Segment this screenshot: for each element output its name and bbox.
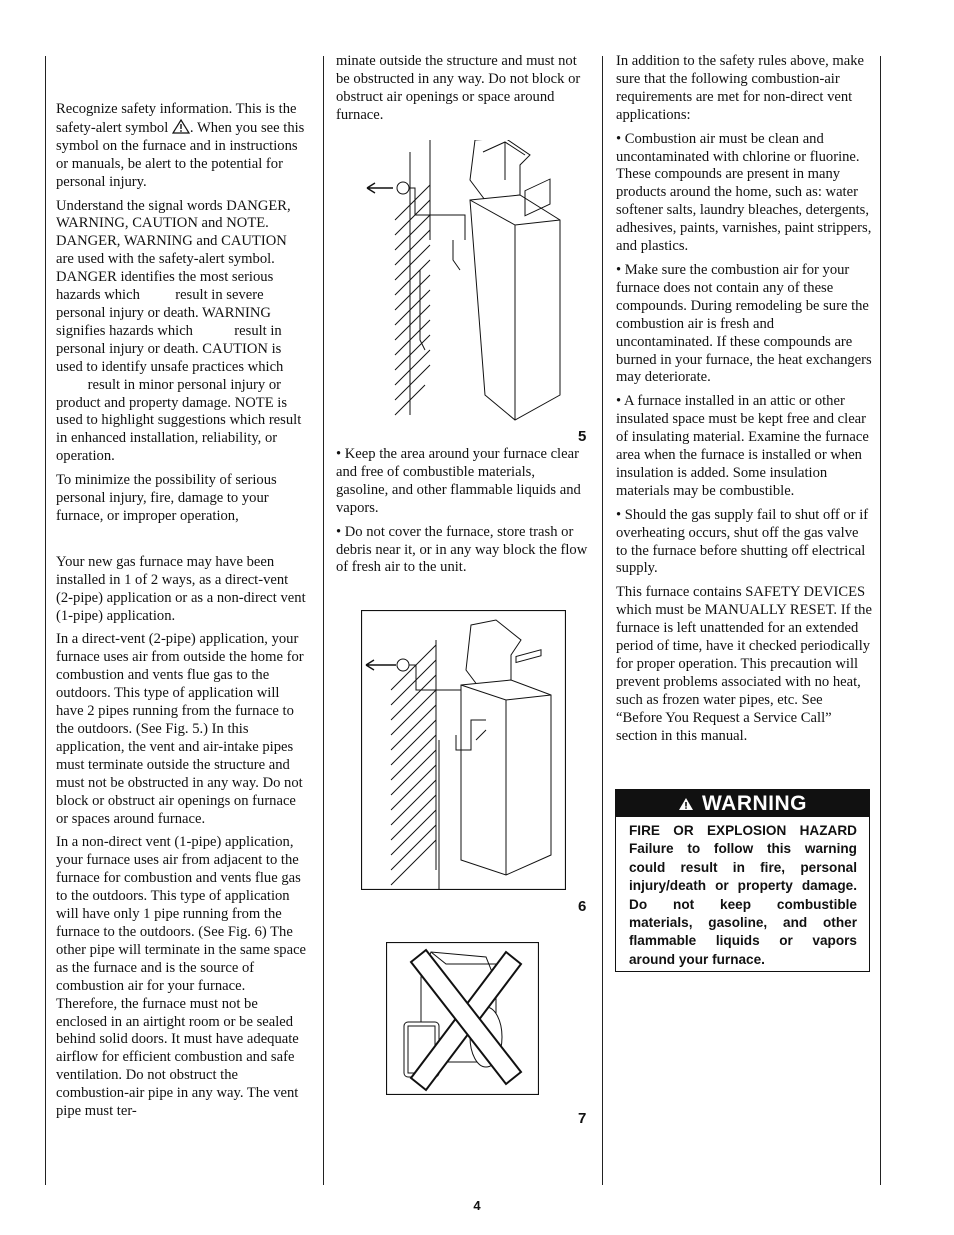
warning-body: FIRE OR EXPLOSION HAZARD Failure to follow this warning could result in fire, personal injury/death or property damage. Do not keep combustible materials, gasoline, and other flammable liquids or vapors around your furnace. bbox=[629, 823, 857, 967]
warning-title: WARNING bbox=[702, 791, 807, 815]
column-3 bbox=[616, 53, 872, 752]
warning-triangle-icon bbox=[678, 797, 694, 811]
column-2-top bbox=[336, 53, 588, 131]
bullet-gas-supply: • Should the gas supply fail to shut off or if overheating occurs, shut off the gas valve to the furnace before shutting off electrical supply. bbox=[616, 506, 869, 577]
bullet-attic: • A furnace installed in an attic or other insulated space must be kept free and clear of insulating material. Examine the furnace area when the furnace is installed or when insulation is added. Some insulation materials may be combustible. bbox=[616, 393, 869, 499]
column-2-bullets bbox=[336, 446, 588, 583]
column-rule-right bbox=[880, 56, 881, 1185]
paragraph-minimize: To minimize the possibility of serious personal injury, fire, damage to your furnace, or improper operation, bbox=[56, 472, 277, 524]
figure-5-direct-vent-furnace bbox=[355, 140, 580, 425]
paragraph-signal-words: Understand the signal words DANGER, WARNING, CAUTION and NOTE. DANGER, WARNING and CAUTION are used with the safety-alert symbol. DANGER identifies the most serious hazards which result in severe personal injury or death. WARNING signifies hazards which result in personal injury or death. CAUTION is used to identify unsafe practices which result in minor personal injury or product and property damage. NOTE is used to highlight suggestions which result in enhanced installation, reliability, or operation. bbox=[56, 197, 302, 465]
warning-box bbox=[615, 789, 870, 972]
column-rule-2 bbox=[323, 56, 324, 1185]
paragraph-direct-vent: In a direct-vent (2-pipe) application, your furnace uses air from outside the home for combustion and vents flue gas to the outdoors. This type of application will have 2 pipes running from the furnace to the outdoors. (See Fig. 5.) In this application, the vent and air-intake pipes must terminate outside the structure and must not be obstructed in any way. Do not block or obstruct air openings on furnace or spaces around furnace. bbox=[56, 631, 304, 827]
column-rule-3 bbox=[602, 56, 603, 1185]
safety-alert-icon bbox=[172, 119, 190, 134]
paragraph-installation-ways: Your new gas furnace may have been installed in 1 of 2 ways, as a direct-vent (2-pipe) application or as a non-direct vent (1-pipe) application. bbox=[56, 553, 306, 624]
bullet-keep-clear: • Keep the area around your furnace clear and free of combustible materials, gasoline, and other flammable liquids and vapors. bbox=[336, 446, 581, 516]
bullet-clean-air: • Combustion air must be clean and uncontaminated with chlorine or fluorine. These compounds are present in many products around the home, such as: water softener salts, laundry bleaches, detergents, adhesives, paints, varnishes, paint strippers, and plastics. bbox=[616, 130, 872, 255]
figure-6-label: 6 bbox=[578, 898, 587, 915]
bullet-no-compounds: • Make sure the combustion air for your furnace does not contain any of these compounds. During remodeling be sure the combustion air is fresh and uncontaminated. If these compounds are burned in your furnace, the heat exchangers may deteriorate. bbox=[616, 261, 872, 386]
paragraph-combustion-requirements: In addition to the safety rules above, make sure that the following combustion-air requirements are met for non-direct vent applications: bbox=[616, 53, 865, 123]
warning-header bbox=[616, 790, 869, 817]
column-1 bbox=[56, 101, 308, 1127]
figure-6-non-direct-vent-furnace bbox=[361, 610, 566, 890]
paragraph-non-direct-vent: In a non-direct vent (1-pipe) application, your furnace uses air from adjacent to the furnace for combustion and vents flue gas to the outdoors. This type of application will have only 1 pipe running from the furnace to the outdoors. (See Fig. 6) The other pipe will terminate in the same space as the furnace and is the source of combustion air for your furnace. Therefore, the furnace must not be enclosed in an airtight room or be sealed behind solid doors. It must have adequate airflow for efficient combustion and safe ventilation. Do not obstruct the combustion-air pipe in any way. The vent pipe must ter- bbox=[56, 834, 307, 1120]
figure-7-no-combustibles bbox=[386, 942, 539, 1095]
figure-5-label: 5 bbox=[578, 428, 587, 445]
paragraph-safety-devices: This furnace contains SAFETY DEVICES which must be MANUALLY RESET. If the furnace is left unattended for an extended period of time, have it checked periodically for proper operation. This precaution will prevent problems associated with no heat, such as frozen water pipes, etc. See “Before You Request a Service Call” section in this manual. bbox=[616, 584, 872, 744]
bullet-do-not-cover: • Do not cover the furnace, store trash or debris near it, or in any way block the flow of fresh air to the unit. bbox=[336, 523, 588, 576]
paragraph-safety-symbol: Recognize safety information. This is the safety-alert symbol . When you see this symbol on the furnace and in instructions or manuals, be alert to the potential for personal injury. bbox=[56, 101, 305, 190]
figure-7-label: 7 bbox=[578, 1110, 587, 1127]
page-number: 4 bbox=[473, 1198, 481, 1213]
column-rule-left bbox=[45, 56, 46, 1185]
paragraph-continuation: minate outside the structure and must not be obstructed in any way. Do not block or obstruct air openings or space around furnace. bbox=[336, 53, 581, 123]
